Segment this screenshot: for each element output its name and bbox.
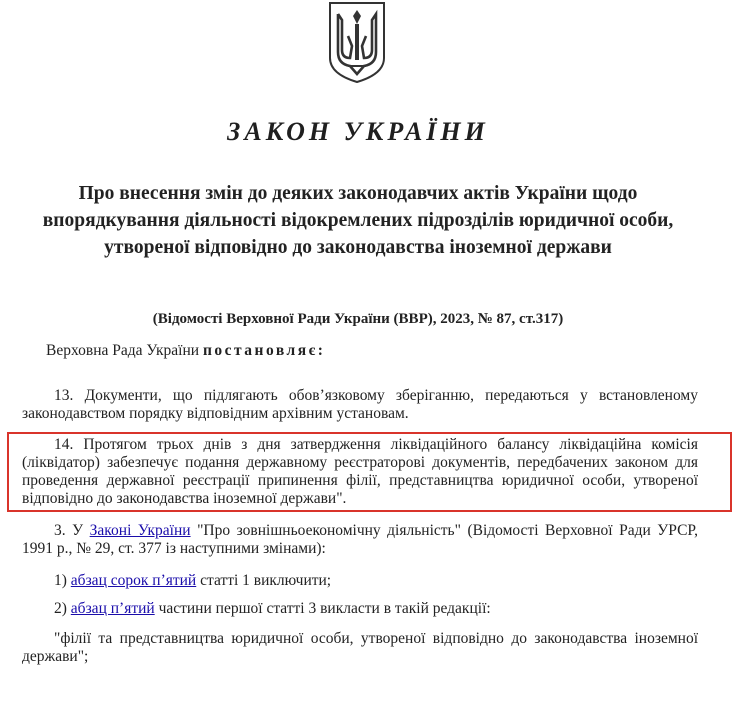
paragraph-3 [22,522,698,558]
item-1-suffix: статті 1 виключити; [196,572,332,589]
quoted-text: "філії та представництва юридичної особи, утвореної відповідно до законодавства іноземної держави"; [22,630,698,665]
item-2-suffix: частини першої статті 3 викласти в такій редакції: [154,600,491,617]
paragraph-13: 13. Документи, що підлягають обов’язковому зберіганню, передаються у встановленому законодавством порядку відповідним архівним установам. [22,387,698,422]
trident-icon [326,0,388,84]
item-2-prefix: 2) [54,600,71,617]
publication-source: (Відомості Верховної Ради України (ВВР), 2023, № 87, ст.317) [152,311,564,327]
paragraph-14: 14. Протягом трьох днів з дня затвердження ліквідаційного балансу ліквідаційна комісія (ліквідатор) забезпечує подання державному реєстраторові документів, передбачених законом для проведення державної реєстрації припинення філії, представництва юридичної особи, утвореної відповідно до законодавства іноземної держави". [22,436,698,507]
item-1-link[interactable]: абзац сорок п’ятий [70,572,197,589]
law-link[interactable]: Законі України [89,522,191,539]
item-2 [22,600,698,618]
enacting-clause [22,342,698,360]
paragraph-3-prefix: 3. У [54,522,90,539]
item-1 [22,572,698,590]
law-title: ЗАКОН УКРАЇНИ [227,117,489,146]
law-subject: Про внесення змін до деяких законодавчих актів України щодо впорядкування діяльності відокремлених підрозділів юридичної особи, утвореної відповідно до законодавства іноземної держави [42,183,674,258]
paragraph-3-suffix: "Про зовнішньоекономічну діяльність" (Відомості Верховної Ради УРСР, 1991 р., № 29, ст. 377 із наступними змінами): [22,522,698,557]
item-1-prefix: 1) [54,572,71,589]
enacting-verb: постановляє: [202,342,326,359]
item-2-link[interactable]: абзац п’ятий [70,600,155,617]
enacting-prefix: Верховна Рада України [46,342,203,359]
